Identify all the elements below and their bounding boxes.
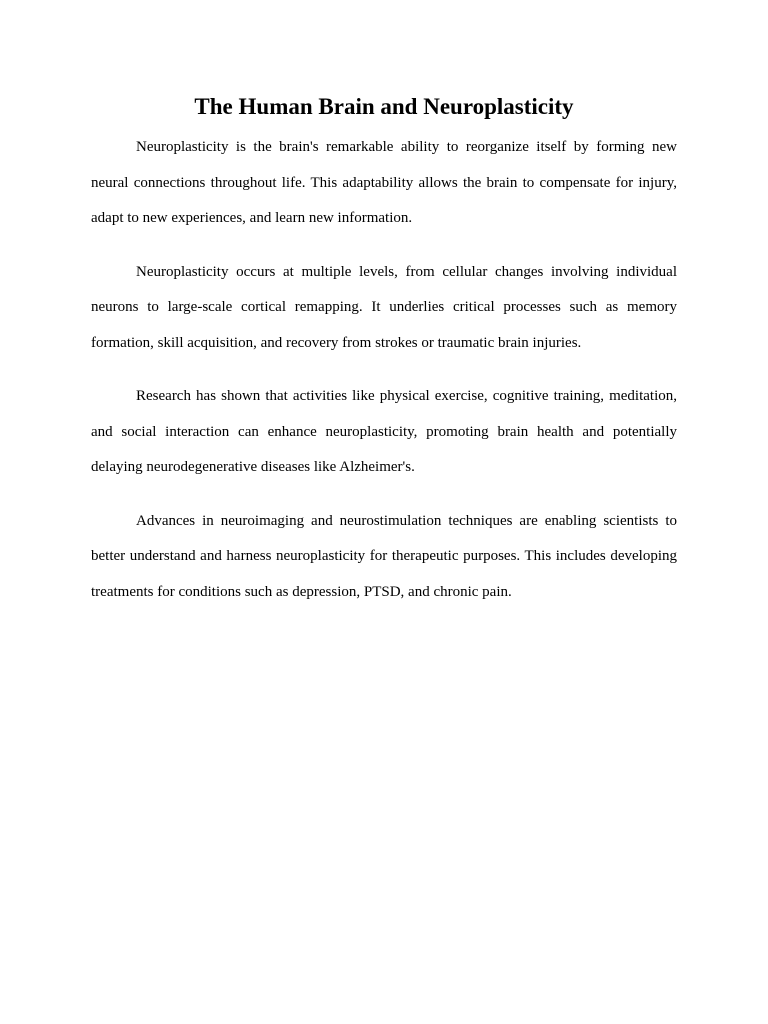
paragraph: Neuroplasticity is the brain's remarkable ability to reorganize itself by forming new neural connections throughout life. This adaptability allows the brain to compensate for injury, adapt to new experiences, and learn new information. [91,139,677,226]
document-body [91,130,677,610]
paragraph: Neuroplasticity occurs at multiple levels, from cellular changes involving individual neurons to large-scale cortical remapping. It underlies critical processes such as memory formation, skill acquisition, and recovery from strokes or traumatic brain injuries. [91,263,677,351]
paragraph: Advances in neuroimaging and neurostimulation techniques are enabling scientists to better understand and harness neuroplasticity for therapeutic purposes. This includes developing treatments for conditions such as depression, PTSD, and chronic pain. [91,512,677,600]
document-title: The Human Brain and Neuroplasticity [194,94,574,119]
paragraph: Research has shown that activities like physical exercise, cognitive training, meditation, and social interaction can enhance neuroplasticity, promoting brain health and potentially delaying neurodegenerative diseases like Alzheimer's. [91,388,677,475]
